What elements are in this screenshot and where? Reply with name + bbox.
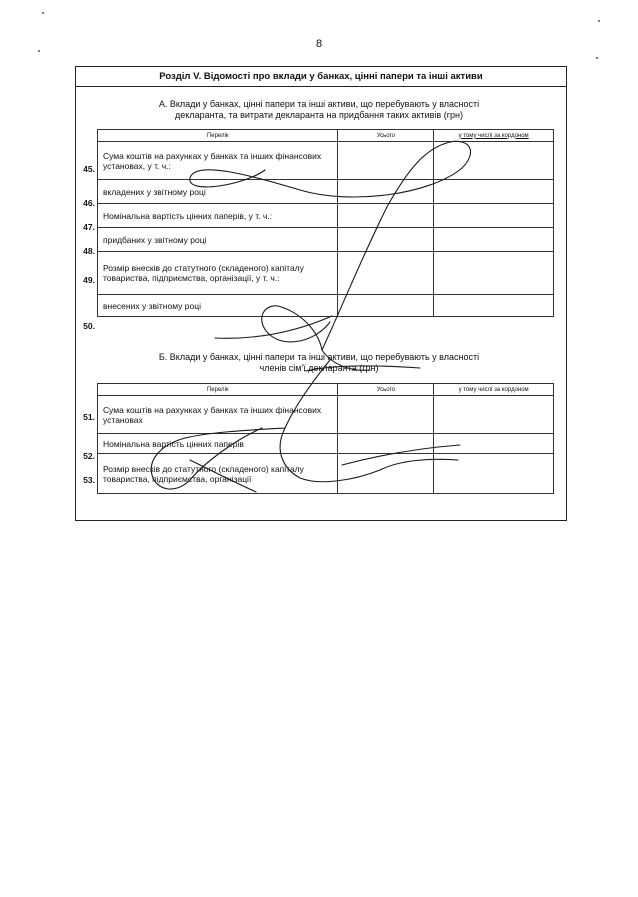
col-header-total: Усього — [338, 384, 434, 396]
col-header-total: Усього — [338, 130, 434, 142]
row-label: Сума коштів на рахунках у банках та інших фінансових установах, у т. ч.: — [98, 142, 338, 180]
row-number: 46. — [83, 198, 95, 208]
part-b-title-line2: членів сім'ї декларанта (грн) — [259, 363, 379, 373]
row-label: Номінальна вартість цінних паперів, у т. ч.: — [98, 204, 338, 228]
row-number: 52. — [83, 451, 95, 461]
row-number: 47. — [83, 222, 95, 232]
part-a-title-line2: декларанта, та витрати декларанта на придбання таких активів (грн) — [175, 110, 463, 120]
row-label: Номінальна вартість цінних паперів — [98, 434, 338, 454]
row-number: 51. — [83, 412, 95, 422]
row-label: внесених у звітному році — [98, 295, 338, 317]
col-header-abroad: у тому числі за кордоном — [434, 130, 554, 142]
part-b-title-line1: Б. Вклади у банках, цінні папери та інші активи, що перебувають у власності — [158, 352, 480, 362]
row-label: Розмір внесків до статутного (складеного) капіталу товариства, підприємства, організації, у т. ч.: — [98, 252, 338, 295]
row-number: 48. — [83, 246, 95, 256]
row-number: 50. — [83, 321, 95, 331]
col-header-list: Перелік — [98, 130, 338, 142]
section-title: Розділ V. Відомості про вклади у банках, цінні папери та інші активи — [76, 67, 566, 87]
row-label: Розмір внесків до статутного (складеного) капіталу товариства, підприємства, організації — [98, 454, 338, 494]
col-header-list: Перелік — [98, 384, 338, 396]
row-label: придбаних у звітному році — [98, 228, 338, 252]
row-number: 49. — [83, 275, 95, 285]
row-label: Сума коштів на рахунках у банках та інших фінансових установах — [98, 396, 338, 434]
col-header-abroad: у тому числі за кордоном — [434, 384, 554, 396]
part-a-title-line1: А. Вклади у банках, цінні папери та інші активи, що перебувають у власності — [158, 99, 480, 109]
row-number: 45. — [83, 164, 95, 174]
row-label: вкладених у звітному році — [98, 180, 338, 204]
row-number: 53. — [83, 475, 95, 485]
page-number: 8 — [315, 38, 323, 50]
